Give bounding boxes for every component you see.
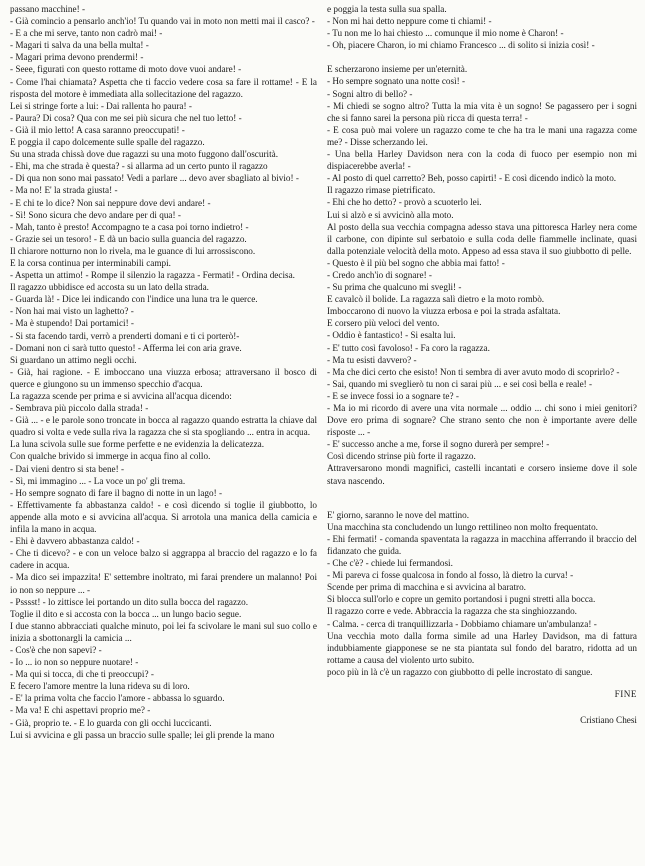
paragraph: - Come l'hai chiamata? Aspetta che ti faccio vedere cosa sa fare il rottame! - E la risposta del motore è immediata alla sollecitazione del ragazzo. bbox=[10, 76, 317, 99]
paragraph: - Sai, quando mi sveglierò tu non ci sarai più ... e sei così bella e reale! - bbox=[327, 378, 593, 389]
paragraph: - Credo anch'io di sognare! - bbox=[327, 269, 432, 280]
paragraph: - Magari ti salva da una bella multa! - bbox=[10, 40, 149, 51]
paragraph: La ragazza scende per prima e si avvicina all'acqua dicendo: bbox=[10, 391, 232, 401]
paragraph: - E' tutto così favoloso! - Fa coro la ragazza. bbox=[327, 342, 490, 353]
paragraph: poco più in là c'è un ragazzo con giubbotto di pelle incrostato di sangue. bbox=[327, 666, 593, 677]
paragraph: Al posto della sua vecchia compagna adesso stava una pittoresca Harley nera come il carbone, con dipinte sul serbatoio e sulla coda delle fiammelle inclinate, quasi dalla potenziale velocità della moto. Appeso ad essa stava il suo giubbotto di pelle. bbox=[327, 221, 637, 256]
paragraph: - Dai vieni dentro si sta bene! - bbox=[10, 463, 125, 474]
paragraph: - E chi te lo dice? Non sai neppure dove devi andare! - bbox=[10, 197, 211, 208]
paragraph: - Ma no! E' la strada giusta! - bbox=[10, 185, 118, 196]
paragraph: E fecero l'amore mentre la luna rideva su di loro. bbox=[10, 681, 190, 692]
paragraph: - Di qua non sono mai passato! Vedi a parlare ... devo aver sbagliato al bivio! - bbox=[10, 173, 299, 184]
paragraph: - Domani non ci sarà tutto questo! - Afferma lei con aria grave. bbox=[10, 342, 242, 353]
paragraph: - Ehi fermati! - comanda spaventata la ragazza in macchina afferrando il braccio del fidanzato che guida. bbox=[327, 533, 637, 556]
paragraph: - Già, hai ragione. - E imboccano una viuzza erbosa; attraversano il bosco di querce e giungono su un immenso specchio d'acqua. bbox=[10, 366, 317, 389]
paragraph: Una vecchia moto dalla forma simile ad una Harley Davidson, ma di fattura indubbiamente giapponese se ne sta piantata sul fondo del baratro, ridotta ad un rottame a causa del violento urto subito. bbox=[327, 630, 637, 665]
fine-label: FINE bbox=[614, 688, 637, 699]
right-column-section-3 bbox=[327, 509, 637, 678]
paragraph: E poggia il capo dolcemente sulle spalle del ragazzo. bbox=[10, 137, 205, 148]
paragraph: - Ho sempre sognato di fare il bagno di notte in un lago! - bbox=[10, 487, 223, 498]
paragraph: - Già ... - e le parole sono troncate in bocca al ragazzo quando estratta la chiave dal quadro si volta e vede sulla riva la ragazza che si sta spogliando ... entra in acqua. bbox=[10, 415, 317, 438]
paragraph: - Ma va! E chi aspettavi proprio me? - bbox=[10, 705, 151, 716]
paragraph: - Effettivamente fa abbastanza caldo! - e così dicendo si toglie il giubbotto, lo appende alla moto e si avvicina all'acqua. Si arrotola una manica della camicia e infila la mano in acqua. bbox=[10, 499, 317, 535]
paragraph: - Guarda là! - Dice lei indicando con l'indice una luna tra le querce. bbox=[10, 294, 258, 305]
paragraph: - Paura? Di cosa? Qua con me sei più sicura che nel tuo letto! - bbox=[10, 112, 242, 123]
right-column-section-2 bbox=[327, 63, 637, 486]
paragraph: Il ragazzo ubbidisce ed accosta su un lato della strada. bbox=[10, 282, 209, 293]
paragraph: Imboccarono di nuovo la viuzza erbosa e poi la strada asfaltata. bbox=[327, 306, 561, 317]
paragraph: - Ma dico sei impazzita! E' settembre inoltrato, mi farai prendere un malanno! Poi io non so neppure ... - bbox=[10, 572, 317, 595]
paragraph: La luna scivola sulle sue forme perfette e ne evidenzia la delicatezza. bbox=[10, 439, 265, 450]
paragraph: - Al posto di quel carretto? Beh, posso capirti! - E così dicendo indicò la moto. bbox=[327, 173, 617, 184]
paragraph: - E se invece fossi io a sognare te? - bbox=[327, 390, 459, 401]
paragraph: - Oh, piacere Charon, io mi chiamo Francesco ... di solito si inizia così! - bbox=[327, 40, 595, 51]
paragraph: - Tu non me lo hai chiesto ... comunque il mio nome è Charon! - bbox=[327, 28, 564, 39]
paragraph: - Cos'è che non sapevi? - bbox=[10, 644, 102, 655]
paragraph: - Su prima che qualcuno mi svegli! - bbox=[327, 282, 462, 293]
right-column-section-1 bbox=[327, 3, 637, 51]
paragraph: - Grazie sei un tesoro! - E dà un bacio sulla guancia del ragazzo. bbox=[10, 233, 247, 244]
paragraph: - Io ... io non so neppure nuotare! - bbox=[10, 657, 139, 668]
paragraph: - Mi chiedi se sogno altro? Tutta la mia vita è un sogno! Se pagassero per i sogni che si fanno sarei la persona più ricca di questa terra! - bbox=[327, 100, 637, 123]
paragraph: - Calma. - cerca di tranquillizzarla - Dobbiamo chiamare un'ambulanza! - bbox=[327, 618, 597, 629]
paragraph: - Ma io mi ricordo di avere una vita normale ... oddio ... chi sono i miei genitori? Dove ero prima di sognare? Che strano sento che non è importante avere delle risposte ... - bbox=[327, 403, 637, 438]
paragraph: E corsero più veloci del vento. bbox=[327, 318, 440, 329]
paragraph: - Già, proprio te. - E lo guarda con gli occhi luccicanti. bbox=[10, 717, 212, 728]
paragraph: - E cosa può mai volere un ragazzo come te che ha tra le mani una ragazza come me? - Disse scherzando lei. bbox=[327, 124, 637, 147]
paragraph: - Ehi, ma che strada è questa? - si allarma ad un certo punto il ragazzo bbox=[10, 161, 268, 172]
paragraph: - Ma che dici certo che esisto! Non ti sembra di aver avuto modo di scoprirlo? - bbox=[327, 366, 620, 377]
left-text-column bbox=[10, 3, 317, 865]
right-text-column bbox=[327, 3, 637, 865]
paragraph: Lei si stringe forte a lui: - Dai rallenta ho paura! - bbox=[10, 100, 192, 111]
paragraph: Così dicendo strinse più forte il ragazzo. bbox=[327, 451, 476, 462]
paragraph: - Già comincio a pensarlo anch'io! Tu quando vai in moto non metti mai il casco? - bbox=[10, 16, 315, 27]
paragraph: Il ragazzo corre e vede. Abbraccia la ragazza che sta singhiozzando. bbox=[327, 606, 577, 617]
paragraph: - Sì, mi immagino ... - La voce un po' gli trema. bbox=[10, 475, 186, 486]
paragraph: - Mi pareva ci fosse qualcosa in fondo al fosso, là dietro la curva! - bbox=[327, 570, 574, 581]
paragraph: I due stanno abbracciati qualche minuto, poi lei fa scivolare le mani sul suo collo e inizia a sbottonargli la camicia ... bbox=[10, 620, 317, 643]
paragraph: - Oddio è fantastico! - Si esalta lui. bbox=[327, 330, 456, 341]
paragraph: - Seee, figurati con questo rottame di moto dove vuoi andare! - bbox=[10, 64, 242, 75]
paragraph: E scherzarono insieme per un'eternità. bbox=[327, 64, 468, 75]
paragraph: E la corsa continua per interminabili campi. bbox=[10, 257, 171, 268]
paragraph: - Magari prima devono prendermi! - bbox=[10, 52, 144, 63]
paragraph: - Ma qui si tocca, di che ti preoccupi? - bbox=[10, 669, 154, 680]
paragraph: passano macchine! - bbox=[10, 4, 85, 14]
paragraph: Lui si alzò e si avvicinò alla moto. bbox=[327, 209, 454, 220]
paragraph: - Ho sempre sognato una notte così! - bbox=[327, 76, 466, 87]
paragraph: E' giorno, saranno le nove del mattino. bbox=[327, 509, 469, 520]
paragraph: - Sì! Sono sicura che devo andare per di qua! - bbox=[10, 209, 181, 220]
paragraph: - Sembrava più piccolo dalla strada! - bbox=[10, 403, 149, 414]
paragraph: - Una bella Harley Davidson nera con la coda di fuoco per esempio non mi dispiacerebbe averla! - bbox=[327, 149, 637, 172]
paragraph: Si guardano un attimo negli occhi. bbox=[10, 354, 137, 365]
paragraph: Lui si avvicina e gli passa un braccio sulle spalle; lei gli prende la mano bbox=[10, 729, 275, 740]
paragraph: - Che ti dicevo? - e con un veloce balzo si aggrappa al braccio del ragazzo e lo fa cadere in acqua. bbox=[10, 548, 317, 571]
paragraph: Scende per prima di macchina e si avvicina al baratro. bbox=[327, 582, 526, 593]
paragraph: - Ma tu esisti davvero? - bbox=[327, 354, 417, 365]
paragraph: - Non mi hai detto neppure come ti chiami! - bbox=[327, 16, 492, 27]
paragraph: - Mah, tanto è presto! Accompagno te a casa poi torno indietro! - bbox=[10, 221, 249, 232]
paragraph: - Si sta facendo tardi, verrò a prenderti domani e ti ci porterò!- bbox=[10, 330, 240, 341]
paragraph: - Questo è il più bel sogno che abbia mai fatto! - bbox=[327, 257, 505, 268]
paragraph: - E' la prima volta che faccio l'amore - abbassa lo sguardo. bbox=[10, 693, 225, 704]
paragraph: - Aspetta un attimo! - Rompe il silenzio la ragazza - Fermati! - Ordina decisa. bbox=[10, 270, 295, 281]
paragraph: - Ehi è davvero abbastanza caldo! - bbox=[10, 536, 140, 547]
paragraph: Una macchina sta concludendo un lungo rettilineo non molto frequentato. bbox=[327, 521, 598, 532]
paragraph: - Sogni altro di bello? - bbox=[327, 88, 413, 99]
paragraph: - Che c'è? - chiede lui fermandosi. bbox=[327, 558, 453, 569]
paragraph: - Già il mio letto! A casa saranno preoccupati! - bbox=[10, 124, 185, 135]
paragraph: - Ehi che ho detto? - provò a scuoterlo lei. bbox=[327, 197, 482, 208]
paragraph: Il chiarore notturno non lo rivela, ma le guance di lui arrossiscono. bbox=[10, 245, 256, 256]
paragraph: - Ma è stupendo! Dai portamici! - bbox=[10, 318, 134, 329]
paragraph: Con qualche brivido si immerge in acqua fino al collo. bbox=[10, 451, 211, 462]
paragraph: - Psssst! - lo zittisce lei portando un dito sulla bocca del ragazzo. bbox=[10, 596, 249, 607]
paragraph: e poggia la testa sulla sua spalla. bbox=[327, 4, 447, 14]
paragraph: - E a che mi serve, tanto non cadrò mai! - bbox=[10, 28, 163, 39]
author-signature: Cristiano Chesi bbox=[580, 715, 637, 726]
paragraph: Si blocca sull'orlo e copre un gemito portandosi i pugni stretti alla bocca. bbox=[327, 594, 596, 605]
paragraph: Il ragazzo rimase pietrificato. bbox=[327, 185, 436, 196]
paragraph: Attraversarono mondi magnifici, castelli incantati e corsero insieme dove il sole stava nascendo. bbox=[327, 463, 637, 486]
paragraph: E cavalcò il bolide. La ragazza salì dietro e la moto rombò. bbox=[327, 294, 545, 305]
paragraph: Toglie il dito e si accosta con la bocca ... un lungo bacio segue. bbox=[10, 608, 242, 619]
paragraph: Su una strada chissà dove due ragazzi su una moto fuggono dall'oscurità. bbox=[10, 149, 279, 160]
paragraph: - Non hai mai visto un laghetto? - bbox=[10, 306, 134, 317]
paragraph: - E' successo anche a me, forse il sogno durerà per sempre! - bbox=[327, 439, 550, 450]
